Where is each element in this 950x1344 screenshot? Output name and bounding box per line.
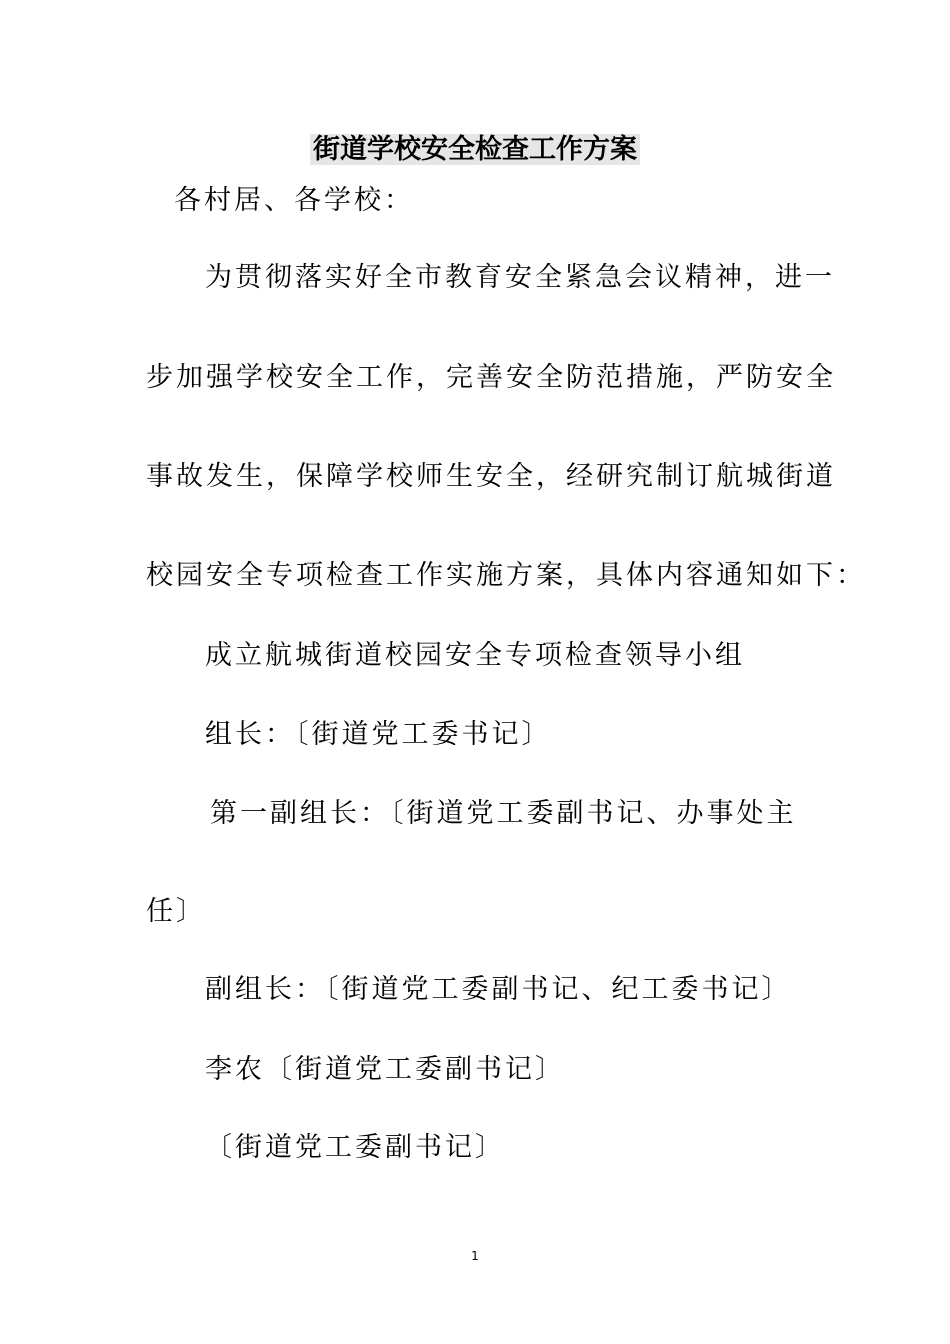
member-line-1: 李农〔街道党工委副书记〕 xyxy=(205,1054,565,1085)
page-number: 1 xyxy=(471,1249,479,1263)
leadership-group-heading: 成立航城街道校园安全专项检查领导小组 xyxy=(205,640,745,671)
paragraph-1-line-3: 事故发生，保障学校师生安全，经研究制订航城街道 xyxy=(146,461,836,492)
paragraph-1-line-2: 步加强学校安全工作，完善安全防范措施，严防安全 xyxy=(146,362,836,393)
paragraph-1-line-1: 为贯彻落实好全市教育安全紧急会议精神，进一 xyxy=(205,262,835,293)
salutation: 各村居、各学校： xyxy=(174,185,414,216)
first-deputy-leader-line-2: 任〕 xyxy=(146,896,206,927)
first-deputy-leader-line-1: 第一副组长：〔街道党工委副书记、办事处主 xyxy=(210,798,797,829)
member-line-2: 〔街道党工委副书记〕 xyxy=(205,1132,505,1163)
document-title-text: 街道学校安全检查工作方案 xyxy=(310,134,640,165)
document-title xyxy=(0,130,950,170)
paragraph-1-line-4: 校园安全专项检查工作实施方案，具体内容通知如下： xyxy=(146,560,866,591)
group-leader-line: 组长：〔街道党工委书记〕 xyxy=(205,719,552,750)
deputy-leader-line: 副组长：〔街道党工委副书记、纪工委书记〕 xyxy=(205,974,792,1005)
